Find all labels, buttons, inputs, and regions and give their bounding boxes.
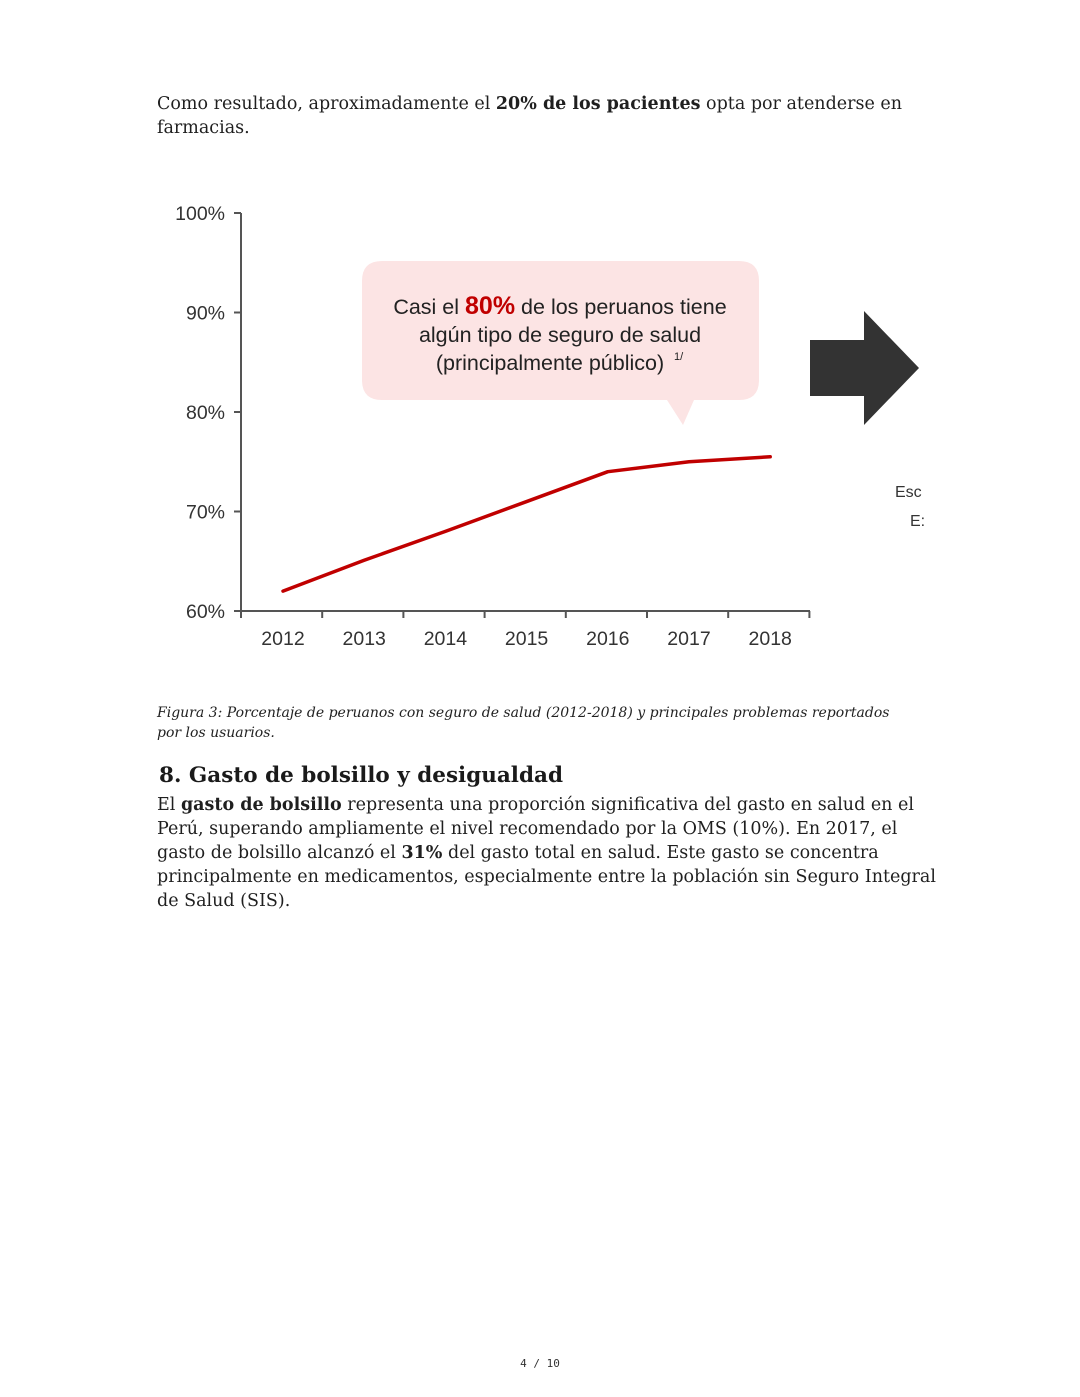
intro-bold: 20% de los pacientes bbox=[495, 94, 701, 114]
y-tick-label: 80% bbox=[185, 402, 225, 424]
bubble-highlight: 80% bbox=[465, 292, 516, 320]
svg-text:Casi el 80% de los peruanos ti bbox=[393, 292, 726, 320]
y-tick-label: 70% bbox=[185, 501, 225, 524]
series-layer bbox=[283, 457, 770, 591]
bubble-line-3: (principalmente público) bbox=[435, 351, 665, 375]
x-tick-label: 2017 bbox=[667, 628, 711, 650]
side-text-2: E: bbox=[910, 513, 926, 530]
x-tick-label: 2018 bbox=[748, 628, 792, 650]
health-insurance-chart bbox=[157, 185, 927, 665]
gasto-text-1: El bbox=[157, 795, 181, 815]
series-line bbox=[283, 457, 770, 591]
intro-text-2: opta por atenderse en farmacias. bbox=[157, 94, 903, 138]
gasto-paragraph bbox=[157, 793, 937, 913]
y-tick-labels bbox=[175, 203, 225, 623]
intro-paragraph bbox=[157, 92, 937, 140]
bubble-text-post: de los peruanos tiene bbox=[515, 295, 727, 319]
bubble-line-2: algún tipo de seguro de salud bbox=[418, 323, 702, 347]
gasto-bold-1: gasto de bolsillo bbox=[180, 795, 342, 815]
section-heading: 8. Gasto de bolsillo y desigualdad bbox=[159, 763, 563, 788]
page-number: 4 / 10 bbox=[520, 1357, 560, 1370]
intro-text-1: Como resultado, aproximadamente el bbox=[157, 94, 496, 114]
x-tick-label: 2014 bbox=[423, 628, 468, 650]
x-tick-labels bbox=[261, 628, 792, 650]
bubble-text-pre: Casi el bbox=[393, 295, 466, 319]
arrow-right-icon bbox=[810, 311, 919, 425]
y-tick-label: 60% bbox=[185, 601, 225, 623]
x-tick-label: 2016 bbox=[586, 628, 630, 650]
y-tick-label: 100% bbox=[175, 203, 225, 225]
x-tick-label: 2015 bbox=[504, 628, 549, 650]
gasto-text-3: del gasto total en salud. Este gasto se concentra principalmente en medicamentos, especialmente entre la población sin Seguro Integral de Salud (SIS). bbox=[157, 843, 936, 911]
side-text-1: Esc bbox=[895, 484, 922, 501]
y-tick-label: 90% bbox=[185, 302, 225, 325]
bubble-superscript: 1/ bbox=[674, 351, 684, 363]
x-tick-label: 2012 bbox=[261, 628, 305, 650]
annotation-bubble bbox=[362, 261, 759, 425]
figure-caption: Figura 3: Porcentaje de peruanos con seguro de salud (2012-2018) y principales problemas reportados por los usuarios. bbox=[157, 705, 890, 741]
x-tick-label: 2013 bbox=[342, 628, 386, 650]
gasto-bold-2: 31% bbox=[401, 843, 443, 863]
gasto-text-2: representa una proporción significativa del gasto en salud en el Perú, superando ampliamente el nivel recomendado por la OMS (10%). En 2017, el gasto de bolsillo alcanzó el bbox=[157, 795, 914, 863]
